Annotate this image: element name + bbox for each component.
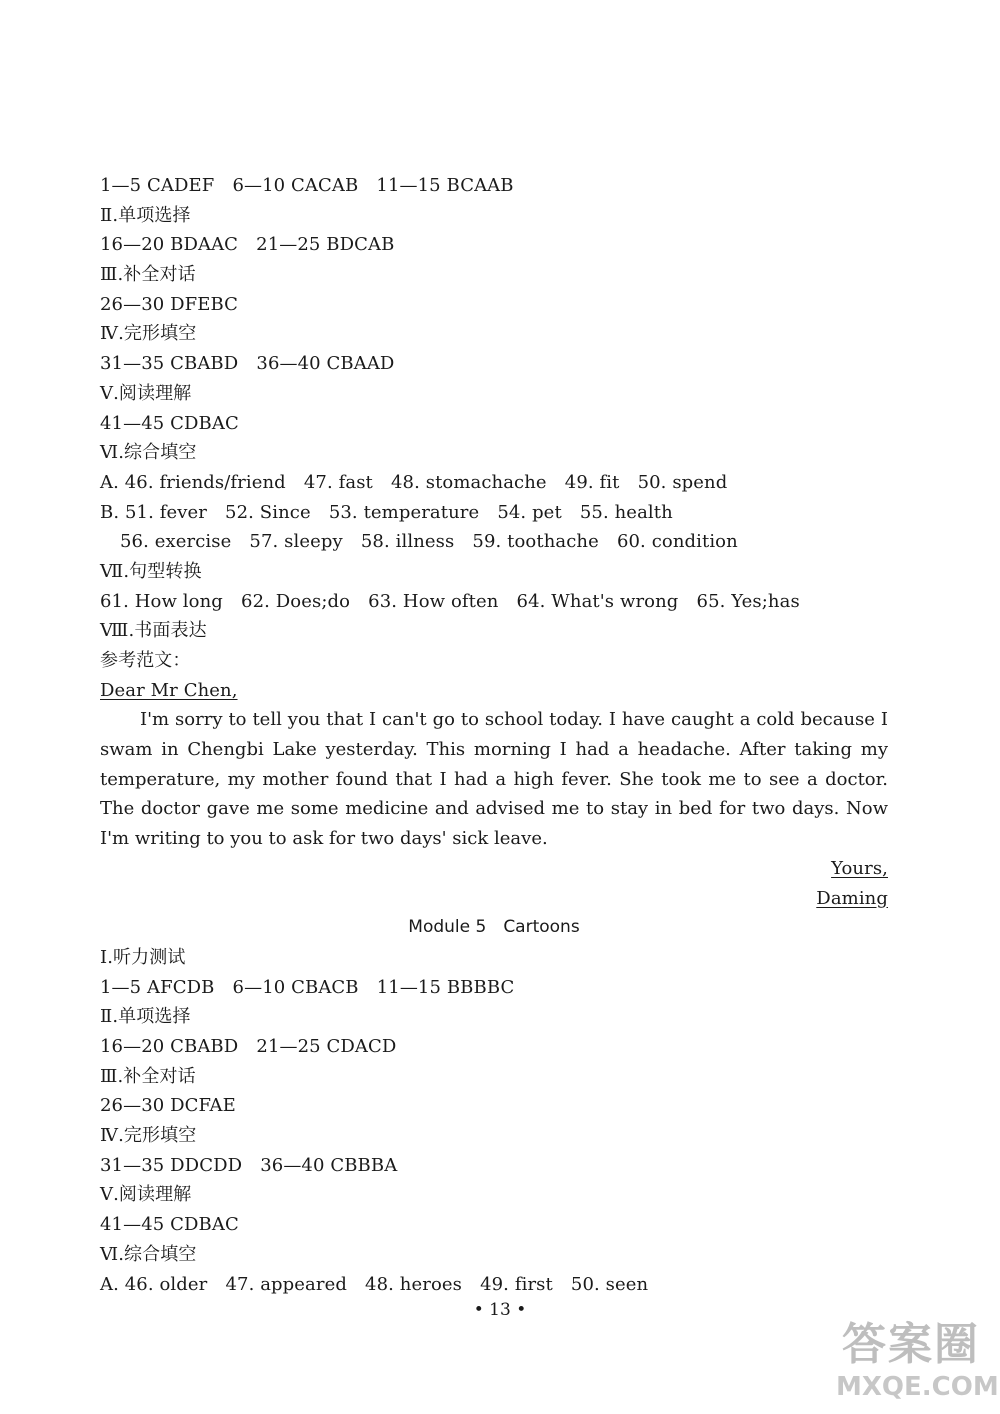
- section-heading: Ⅴ.阅读理解: [100, 1184, 192, 1206]
- section-heading: Ⅰ.听力测试: [100, 946, 186, 968]
- answer-line: 26—30 DCFAE: [100, 1095, 236, 1117]
- answer-line: 31—35 DDCDD 36—40 CBBBA: [100, 1154, 398, 1176]
- section-heading: Ⅱ.单项选择: [100, 204, 191, 226]
- watermark-domain: MXQE.COM: [836, 1372, 999, 1402]
- site-watermark-logo: [836, 1319, 999, 1406]
- answer-line: 16—20 CBABD 21—25 CDACD: [100, 1036, 397, 1058]
- section-heading: Ⅵ.综合填空: [100, 1243, 197, 1265]
- page-number: • 13 •: [473, 1300, 527, 1320]
- section-heading: Ⅲ.补全对话: [100, 1065, 196, 1087]
- answer-line: A. 46. older 47. appeared 48. heroes 49. first 50. seen: [100, 1273, 649, 1295]
- answer-line: 31—35 CBABD 36—40 CBAAD: [100, 353, 395, 375]
- answer-line: 41—45 CDBAC: [100, 1214, 239, 1236]
- answer-line: 56. exercise 57. sleepy 58. illness 59. toothache 60. condition: [120, 531, 738, 553]
- section-heading: Ⅱ.单项选择: [100, 1006, 191, 1028]
- answer-line: 41—45 CDBAC: [100, 412, 239, 434]
- section-heading: Ⅷ.书面表达: [100, 620, 207, 642]
- answer-line: B. 51. fever 52. Since 53. temperature 54. pet 55. health: [100, 501, 673, 523]
- answer-line: 61. How long 62. Does;do 63. How often 64. What's wrong 65. Yes;has: [100, 590, 800, 612]
- letter-signature-text: Daming: [816, 887, 888, 909]
- letter-body: I'm sorry to tell you that I can't go to school today. I have caught a cold because I swam in Chengbi Lake yesterday. This morning I had a headache. After taking my temperature, my mother found that I had a high fever. She took me to see a doctor. The doctor gave me some medicine and advised me to stay in bed for two days. Now I'm writing to you to ask for two days' sick leave.: [100, 709, 888, 850]
- letter-greeting: [100, 676, 888, 706]
- answer-line: 26—30 DFEBC: [100, 293, 239, 315]
- section-heading: Ⅳ.完形填空: [100, 323, 197, 345]
- letter-greeting-text: Dear Mr Chen,: [100, 679, 238, 701]
- watermark-brand: 答案圈: [842, 1319, 980, 1370]
- section-heading: Ⅴ.阅读理解: [100, 382, 192, 404]
- letter-signature: [100, 884, 888, 914]
- answer-line: 1—5 AFCDB 6—10 CBACB 11—15 BBBBC: [100, 976, 515, 998]
- section-heading: Ⅶ.句型转换: [100, 560, 202, 582]
- module-heading: Module 5 Cartoons: [408, 917, 580, 938]
- section-heading: Ⅳ.完形填空: [100, 1125, 197, 1147]
- letter-closing-text: Yours,: [831, 857, 888, 879]
- answer-line: A. 46. friends/friend 47. fast 48. stomachache 49. fit 50. spend: [100, 471, 728, 493]
- letter-closing: [100, 854, 888, 884]
- sample-essay-label: 参考范文：: [100, 650, 191, 671]
- section-heading: Ⅲ.补全对话: [100, 264, 196, 286]
- answer-line: 1—5 CADEF 6—10 CACAB 11—15 BCAAB: [100, 175, 514, 196]
- section-heading: Ⅵ.综合填空: [100, 442, 197, 464]
- answer-content: [100, 171, 888, 1299]
- answer-line: 16—20 BDAAC 21—25 BDCAB: [100, 234, 395, 256]
